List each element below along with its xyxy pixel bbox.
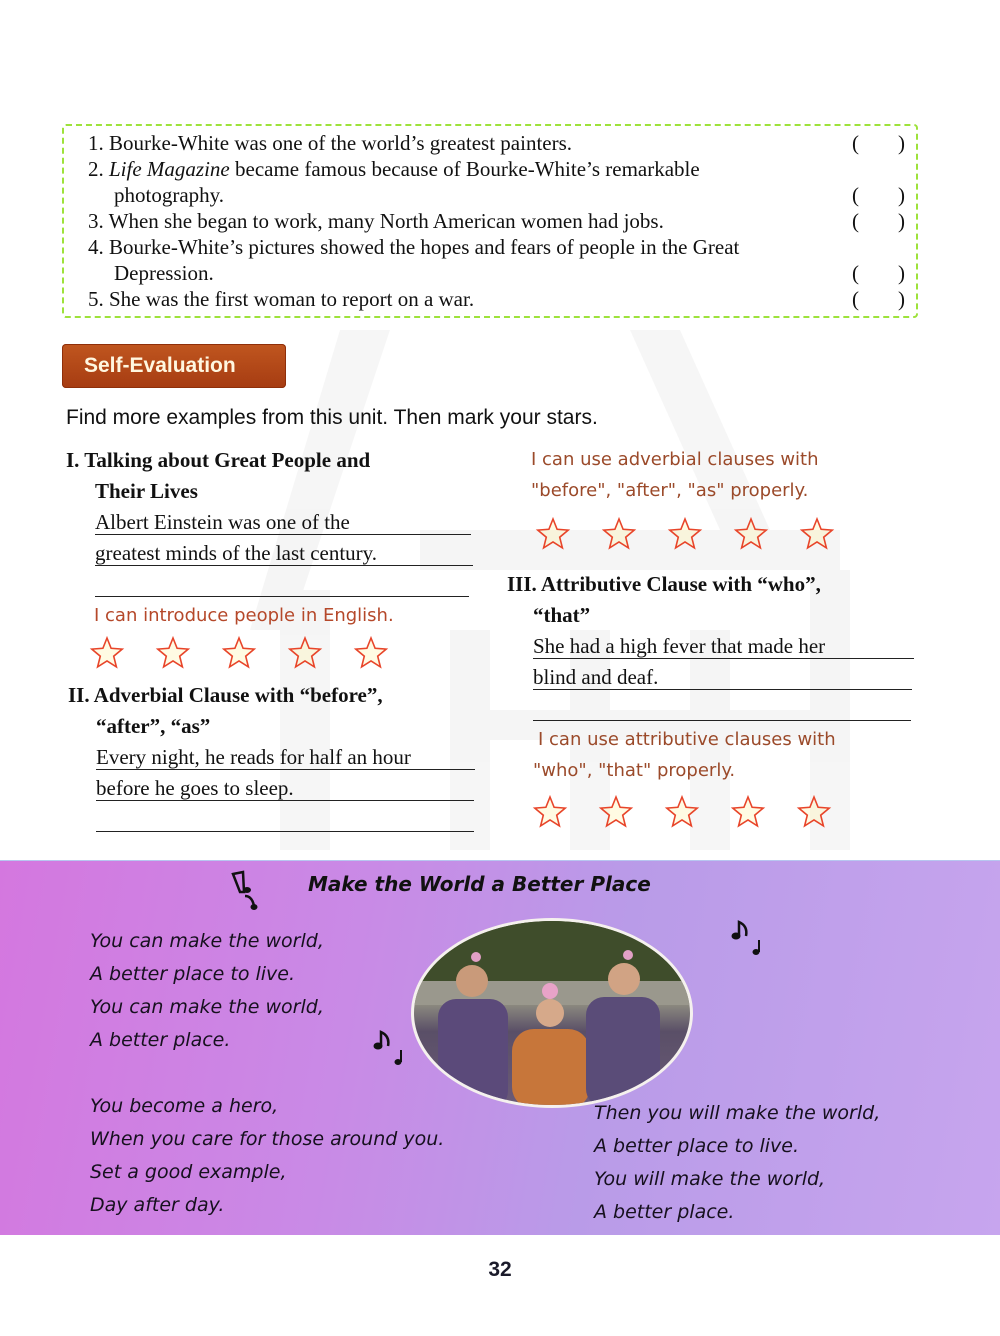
tf-item-3 [88, 208, 664, 234]
tf-item-5 [88, 286, 474, 312]
paren-close: ) [898, 131, 905, 155]
page-number: 32 [488, 1258, 512, 1281]
item-text: became famous because of Bourke-White’s remarkable [229, 157, 700, 181]
verse-1-line-4: A better place. [90, 1029, 231, 1051]
section-3-can-statement-line-1: I can use attributive clauses with [538, 729, 836, 750]
verse-3-line-2: A better place to live. [594, 1135, 800, 1157]
paren-close: ) [898, 261, 905, 285]
star-icon[interactable] [733, 516, 769, 552]
section-3-example-line-2[interactable]: blind and deaf. [533, 665, 659, 689]
answer-line-blank[interactable] [96, 831, 474, 832]
answer-line-blank[interactable] [533, 720, 911, 721]
item-number: 2. [88, 157, 104, 181]
star-icon[interactable] [535, 516, 571, 552]
verse-2-line-4: Day after day. [90, 1194, 225, 1216]
verse-1-line-3: You can make the world, [90, 996, 324, 1018]
section-2-example-line-1[interactable]: Every night, he reads for half an hour [96, 745, 411, 769]
paren-close: ) [898, 183, 905, 207]
section-3-heading-cont: “that” [533, 603, 591, 627]
star-icon[interactable] [89, 635, 125, 671]
star-icon[interactable] [155, 635, 191, 671]
star-icon[interactable] [667, 516, 703, 552]
item-number: 5. [88, 287, 104, 311]
item-number: 3. [88, 209, 104, 233]
tf-item-2-continuation: photography. [114, 183, 225, 207]
section-3-stars [532, 794, 832, 830]
verse-2-line-3: Set a good example, [90, 1161, 287, 1183]
section-1-heading: I. Talking about Great People and [66, 448, 371, 472]
eighth-note-icon [728, 918, 764, 960]
tf-item-4 [88, 234, 739, 260]
verse-3-line-4: A better place. [594, 1201, 735, 1223]
star-icon[interactable] [598, 794, 634, 830]
children-costume-photo [411, 918, 693, 1108]
section-2-can-statement-line-1: I can use adverbial clauses with [531, 449, 819, 470]
paren-open: ( [852, 209, 859, 233]
star-icon[interactable] [799, 516, 835, 552]
star-icon[interactable] [601, 516, 637, 552]
verse-1-line-1: You can make the world, [90, 930, 324, 952]
verse-2-line-1: You become a hero, [90, 1095, 279, 1117]
star-icon[interactable] [287, 635, 323, 671]
answer-line [533, 689, 912, 690]
star-icon[interactable] [353, 635, 389, 671]
item-number: 4. [88, 235, 104, 259]
item-text: When she began to work, many North American women had jobs. [108, 209, 664, 233]
song-title: Make the World a Better Place [308, 872, 651, 896]
item-text: Bourke-White was one of the world’s greatest painters. [109, 131, 573, 155]
star-icon[interactable] [532, 794, 568, 830]
answer-line [95, 565, 473, 566]
section-1-example-line-1[interactable]: Albert Einstein was one of the [95, 510, 350, 534]
section-2-heading-cont: “after”, “as” [96, 714, 211, 738]
section-3-heading: III. Attributive Clause with “who”, [507, 572, 821, 596]
tf-item-1 [88, 130, 572, 156]
music-note-icon [230, 870, 260, 912]
section-2-stars [535, 516, 835, 552]
section-1-stars [89, 635, 389, 671]
paren-open: ( [852, 131, 859, 155]
answer-line [96, 800, 474, 801]
answer-line [533, 658, 914, 659]
section-1-can-statement: I can introduce people in English. [94, 605, 394, 626]
verse-1-line-2: A better place to live. [90, 963, 296, 985]
verse-2-line-2: When you care for those around you. [90, 1128, 445, 1150]
paren-open: ( [852, 183, 859, 207]
section-1-heading-cont: Their Lives [95, 479, 198, 503]
paren-open: ( [852, 287, 859, 311]
item-text: Bourke-White’s pictures showed the hopes and fears of people in the Great [109, 235, 740, 259]
item-number: 1. [88, 131, 104, 155]
section-1-example-line-2[interactable]: greatest minds of the last century. [95, 541, 378, 565]
item-italic-title: Life Magazine [109, 157, 230, 181]
star-icon[interactable] [730, 794, 766, 830]
tf-item-2 [88, 156, 700, 182]
paren-open: ( [852, 261, 859, 285]
instructions: Find more examples from this unit. Then mark your stars. [66, 406, 598, 429]
section-2-can-statement-line-2: "before", "after", "as" properly. [531, 480, 809, 501]
star-icon[interactable] [664, 794, 700, 830]
item-text: She was the first woman to report on a war. [109, 287, 475, 311]
section-2-heading: II. Adverbial Clause with “before”, [68, 683, 383, 707]
paren-close: ) [898, 287, 905, 311]
self-evaluation-badge: Self-Evaluation [62, 344, 286, 388]
tf-item-4-continuation: Depression. [114, 261, 214, 285]
answer-line [95, 534, 471, 535]
section-3-can-statement-line-2: "who", "that" properly. [533, 760, 736, 781]
answer-line [96, 769, 475, 770]
star-icon[interactable] [221, 635, 257, 671]
star-icon[interactable] [796, 794, 832, 830]
answer-line-blank[interactable] [95, 596, 469, 597]
section-3-example-line-1[interactable]: She had a high fever that made her [533, 634, 826, 658]
verse-3-line-1: Then you will make the world, [594, 1102, 881, 1124]
eighth-note-icon [370, 1028, 406, 1070]
verse-3-line-3: You will make the world, [594, 1168, 826, 1190]
section-2-example-line-2[interactable]: before he goes to sleep. [96, 776, 294, 800]
paren-close: ) [898, 209, 905, 233]
